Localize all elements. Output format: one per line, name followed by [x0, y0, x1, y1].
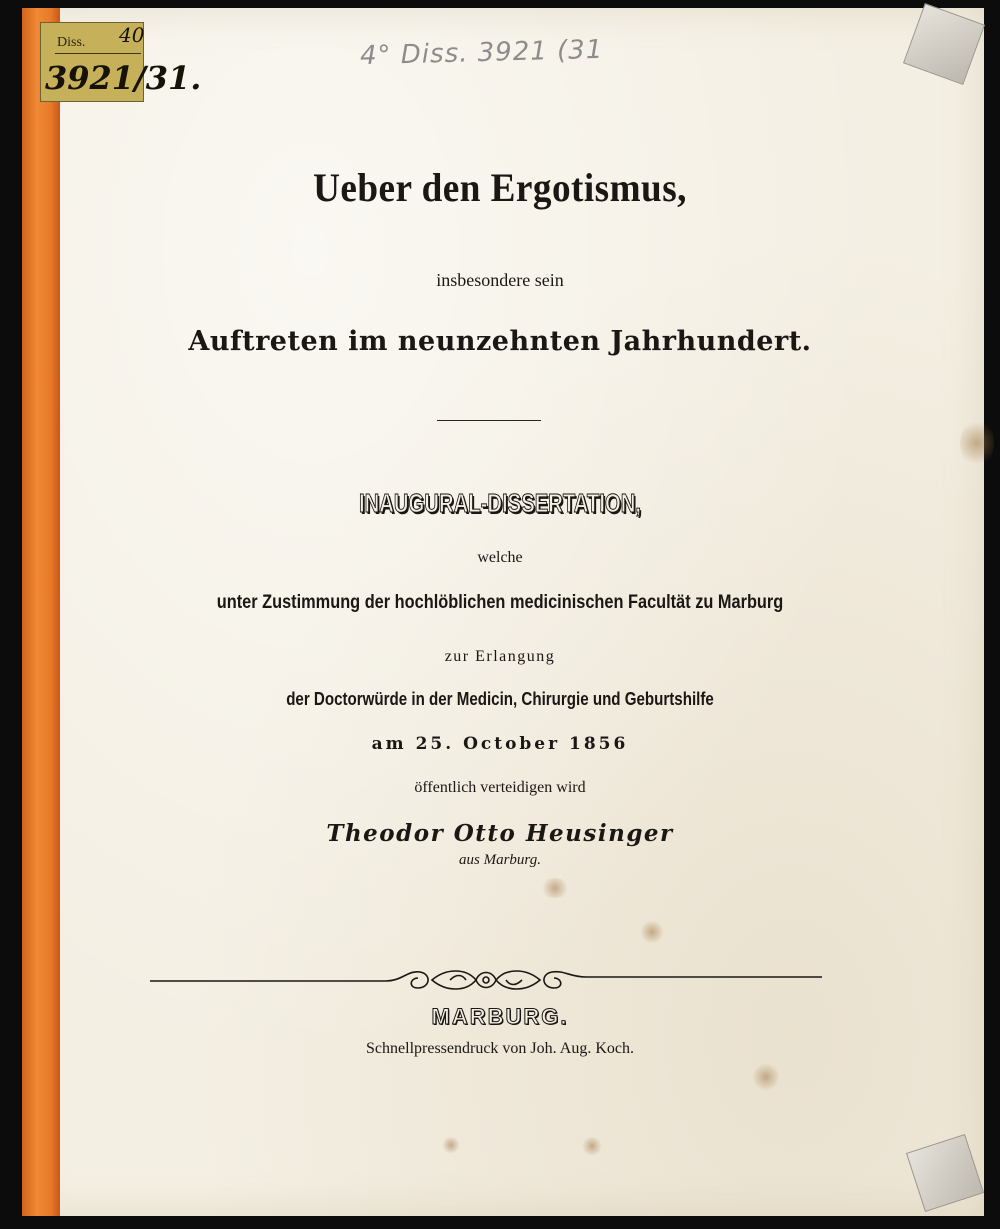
degree-line: der Doctorwürde in der Medicin, Chirurgie und Geburtshilfe — [286, 689, 714, 709]
divider-rule — [437, 420, 541, 421]
foxing-stain — [582, 1136, 602, 1156]
author-origin: aus Marburg. — [459, 852, 541, 868]
imprint-place: MARBURG. — [431, 1004, 569, 1029]
faculty-line: unter Zustimmung der hochlöblichen medicinischen Facultät zu Marburg — [216, 592, 784, 613]
foxing-stain — [960, 418, 994, 468]
pencil-shelfmark-note: 4° Diss. 3921 (31 — [359, 34, 604, 72]
foxing-stain — [640, 920, 664, 944]
label-collection: Diss. — [57, 35, 86, 50]
label-shelfmark: 3921/31. — [45, 59, 202, 97]
author-name: Theodor Otto Heusinger — [326, 820, 674, 847]
label-divider — [55, 53, 141, 54]
date-line: am 25. October 1856 — [371, 734, 629, 754]
corner-protector-bottom-right — [906, 1134, 984, 1212]
subtitle-intro: insbesondere sein — [436, 270, 564, 290]
corner-protector-top-right — [903, 3, 985, 85]
ornamental-divider — [150, 962, 822, 998]
foxing-stain — [752, 1063, 780, 1091]
purpose-line: zur Erlangung — [444, 648, 556, 665]
subtitle-main: Auftreten im neunzehnten Jahrhundert. — [188, 326, 812, 357]
imprint-printer: Schnellpressendruck von Joh. Aug. Koch. — [366, 1040, 634, 1057]
defense-line: öffentlich verteidigen wird — [414, 779, 586, 796]
foxing-stain — [540, 878, 570, 898]
library-shelfmark-label — [40, 22, 202, 102]
document-type: INAUGURAL-DISSERTATION, — [358, 488, 642, 518]
page-title: Ueber den Ergotismus, — [313, 165, 687, 210]
relative-clause: welche — [477, 549, 523, 566]
label-number: 40 — [119, 23, 145, 47]
foxing-stain — [442, 1136, 460, 1154]
orange-spine-binding — [22, 8, 60, 1216]
